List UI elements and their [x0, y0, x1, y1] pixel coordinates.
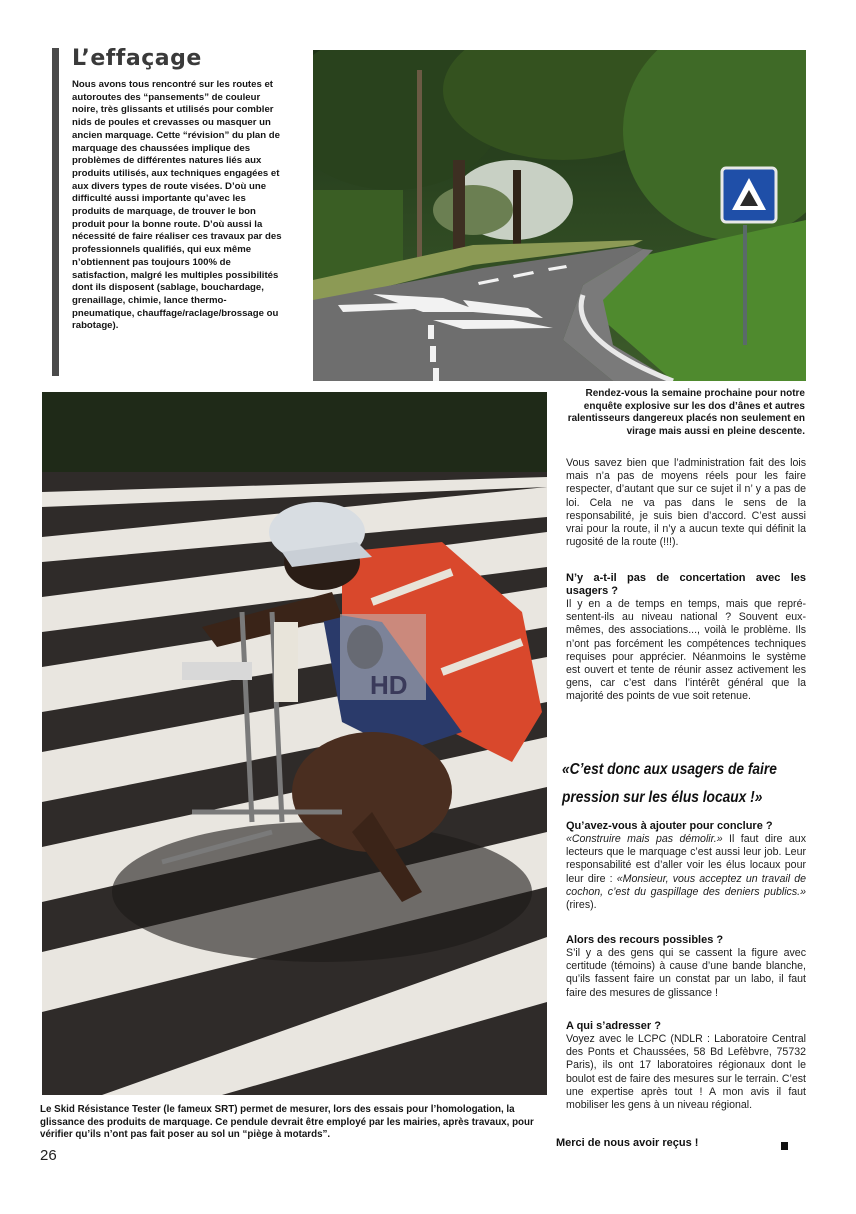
srt-photo-caption: Le Skid Résistance Tester (le fameux SRT) permet de mesurer, lors des essais pour l’homologation, la glissance des produits de marquage. Ce pendule devrait être employé par les mairies, après travaux, pour vérifier qu’ils n’ont pas fait poser au sol un “piège à motards”.: [40, 1104, 534, 1141]
section-contact: [566, 1020, 806, 1112]
answer-span: (rires).: [566, 899, 597, 912]
sidebar-accent-bar: [52, 48, 59, 376]
sidebar-body: Nous avons tous rencontré sur les routes et autoroutes des “pansements” de couleur noire, très glissants et utilisés pour combler nids de poules et crevasses ou masquer un ancien marquage. Cette “révision” du plan de marquage des chaussées implique des problèmes de différentes natures liés aux produits utilisés, aux techniques engagées et aux divers types de route visées. D’où une difficulté aussi importante qu’avec les produits de marquage, de trouver le bon produit pour la bonne route. D’où aussi la nécessité de faire réaliser ces travaux par des professionnels qualifiés, qui eux même n’obtiennent pas toujours 100% de satisfaction, malgré les multiples possibilités dont ils disposent (sablage, bouchardage, grenaillage, chimie, lance thermo-pneumatique, chauffage/raclage/brossage ou rabotage).: [72, 79, 282, 332]
question-heading: A qui s’adresser ?: [566, 1020, 661, 1032]
road-photo: [313, 50, 806, 381]
question-heading: Alors des recours possibles ?: [566, 934, 724, 946]
sidebar-box: [52, 46, 284, 376]
sidebar-title: L’effaçage: [72, 46, 202, 71]
article-intro: Vous savez bien que l’administration fait des lois mais n’a pas de moyens réels pour les faire respecter, d’autant que sur ce sujet il n’ y a pas de loi. Cela ne va pas dans le sens de la responsabilité, je suis bien d’accord. C’est aussi vrai pour la route, il n’y a aucun texte qui définit la rugosité de la route (!!!).: [566, 457, 806, 549]
quote-inline: «Monsieur, vous acceptez un travail de cochon, c’est du gaspillage des deniers publics.»: [566, 872, 806, 898]
section-conclusion: [566, 820, 806, 912]
pull-quote: «C’est donc aux usagers de faire pression sur les élus locaux !»: [562, 761, 777, 806]
section-recours: [566, 934, 806, 1000]
srt-photo: [42, 392, 547, 1095]
section-concertation: [566, 572, 806, 704]
road-photo-caption: Rendez-vous la semaine prochaine pour notre enquête explosive sur les dos d’ânes et autres ralentisseurs dangereux placés non seulement en virage mais aussi en pleine descente.: [567, 388, 805, 438]
answer-span: Il faut dire aux lecteurs que le marquage c’est aussi leur job. Leur responsabilité est d’aller voir les élus locaux pour leur dire :: [566, 833, 806, 885]
answer-text: [566, 833, 806, 912]
answer-text: Il y en a de temps en temps, mais que représentent-ils au niveau national ? Souvent eux-mêmes, des associations..., voilà le problème. Ils n’ont pas forcément les compétences techniques requises pour apprécier. Néanmoins le système est ouvert et tente de réunir assez activement les gens, car c’est dans l’intérêt général que la majorité des points de vue soit retenue.: [566, 598, 806, 703]
answer-text: Voyez avec le LCPC (NDLR : Laboratoire Central des Ponts et Chaussées, 58 Bd Lefèbvre, 75732 Paris), ils ont 17 laboratoires régionaux dont le boulot est de faire des mesures sur le terrain. C’est une expertise après tout ! A mon avis il faut mobiliser les gens à un niveau régional.: [566, 1033, 806, 1112]
question-heading: Qu’avez-vous à ajouter pour conclure ?: [566, 820, 773, 832]
answer-text: S’il y a des gens qui se cassent la figure avec certitude (témoins) à cause d’une bande blanche, qu’ils fassent faire un constat par un labo, il faut faire des mesures de glissance !: [566, 947, 806, 999]
page-number: 26: [40, 1147, 57, 1164]
quote-inline: «Construire mais pas démolir.»: [566, 833, 723, 845]
closing-line: Merci de nous avoir reçus !: [556, 1137, 699, 1149]
end-mark-icon: [781, 1142, 788, 1150]
watermark-text: HD: [370, 670, 408, 700]
question-heading: N’y a-t-il pas de concertation avec les usagers ?: [566, 572, 806, 597]
